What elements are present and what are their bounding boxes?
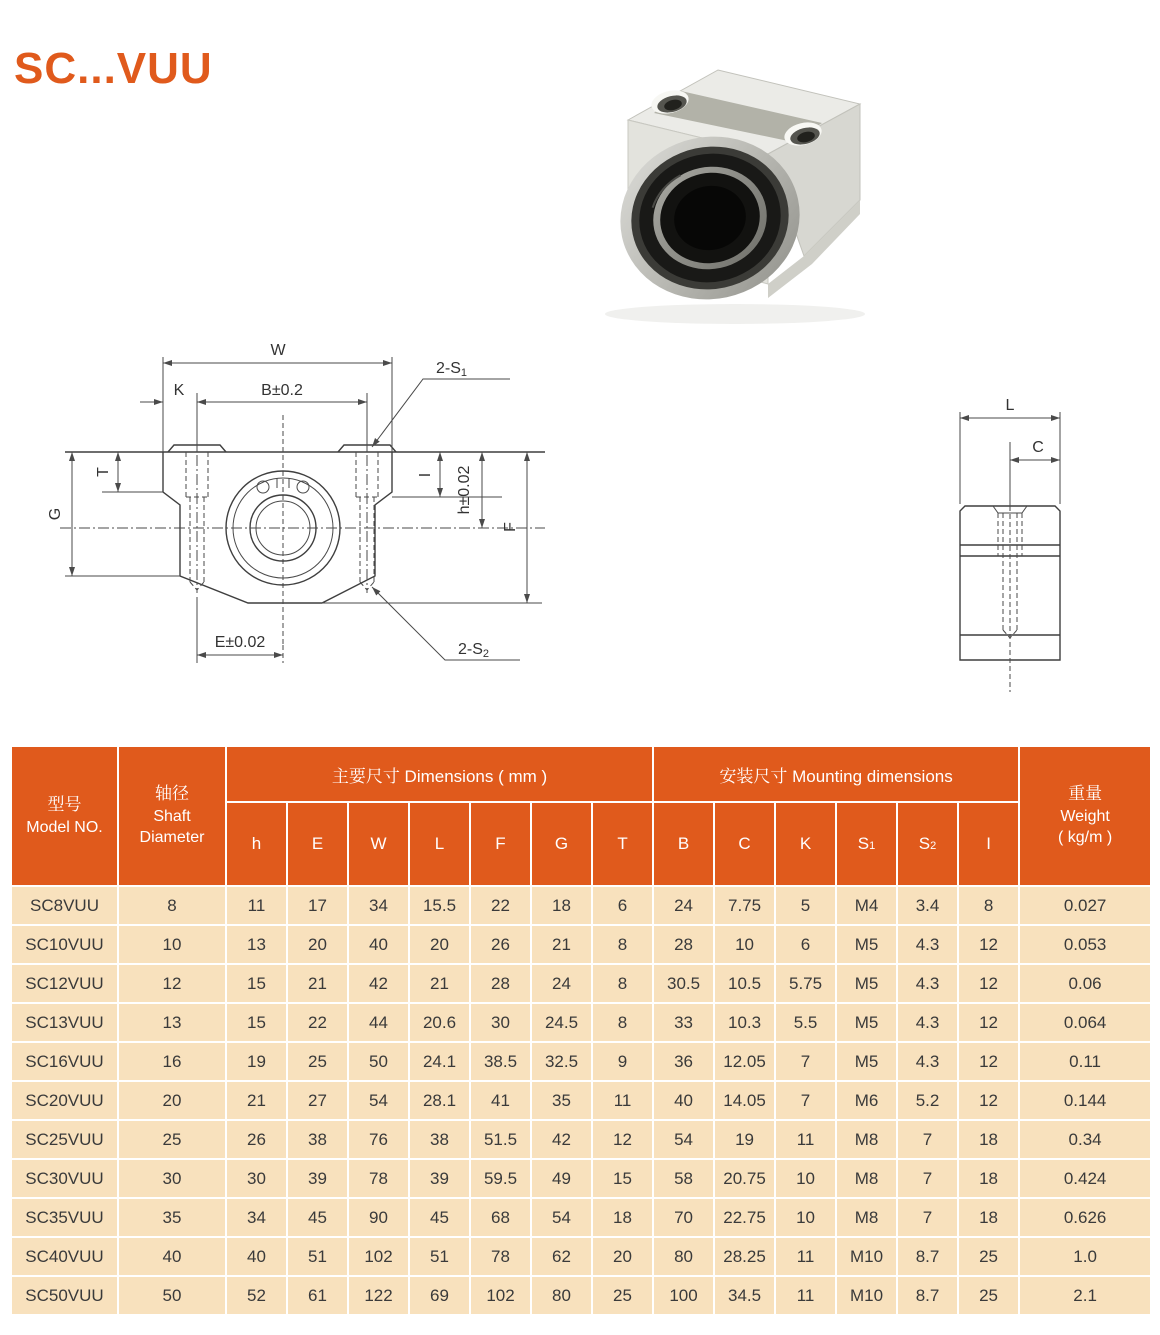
value-cell: 12 bbox=[592, 1120, 653, 1159]
col-header-mount-0 bbox=[653, 802, 714, 886]
value-cell: 28.25 bbox=[714, 1237, 775, 1276]
value-cell: 12 bbox=[958, 1081, 1019, 1120]
value-cell: 27 bbox=[287, 1081, 348, 1120]
shaft-diameter-cell: 50 bbox=[118, 1276, 226, 1315]
col-header-dim-3: L bbox=[409, 802, 470, 886]
value-cell: 0.064 bbox=[1019, 1003, 1151, 1042]
value-cell: 78 bbox=[348, 1159, 409, 1198]
value-cell: 8 bbox=[592, 925, 653, 964]
value-cell: 102 bbox=[470, 1276, 531, 1315]
model-cell: SC12VUU bbox=[11, 964, 118, 1003]
dim-label-l: L bbox=[1005, 397, 1015, 414]
col-letter-subscript: 1 bbox=[869, 840, 876, 852]
page-title: SC...VUU bbox=[14, 44, 213, 93]
value-cell: 26 bbox=[226, 1120, 287, 1159]
value-cell: 38.5 bbox=[470, 1042, 531, 1081]
dim-label-b: B±0.2 bbox=[261, 382, 303, 399]
col-letter: K bbox=[799, 834, 812, 853]
value-cell: 21 bbox=[531, 925, 592, 964]
col-header-dim-2: W bbox=[348, 802, 409, 886]
value-cell: 15 bbox=[226, 964, 287, 1003]
value-cell: M8 bbox=[836, 1159, 897, 1198]
shaft-diameter-cell: 12 bbox=[118, 964, 226, 1003]
value-cell: 45 bbox=[409, 1198, 470, 1237]
value-cell: 8 bbox=[592, 964, 653, 1003]
value-cell: 22 bbox=[470, 886, 531, 925]
value-cell: 52 bbox=[226, 1276, 287, 1315]
col-letter: B bbox=[677, 834, 690, 853]
value-cell: 19 bbox=[226, 1042, 287, 1081]
value-cell: 30 bbox=[226, 1159, 287, 1198]
value-cell: 12.05 bbox=[714, 1042, 775, 1081]
value-cell: 30.5 bbox=[653, 964, 714, 1003]
value-cell: 58 bbox=[653, 1159, 714, 1198]
value-cell: 18 bbox=[531, 886, 592, 925]
value-cell: 20 bbox=[592, 1237, 653, 1276]
value-cell: 5 bbox=[775, 886, 836, 925]
value-cell: 10.5 bbox=[714, 964, 775, 1003]
value-cell: 0.053 bbox=[1019, 925, 1151, 964]
value-cell: 42 bbox=[531, 1120, 592, 1159]
model-cell: SC10VUU bbox=[11, 925, 118, 964]
dim-label-k: K bbox=[173, 382, 185, 399]
col-header-dim-0: h bbox=[226, 802, 287, 886]
value-cell: 25 bbox=[958, 1237, 1019, 1276]
value-cell: M5 bbox=[836, 925, 897, 964]
value-cell: 34.5 bbox=[714, 1276, 775, 1315]
value-cell: 80 bbox=[531, 1276, 592, 1315]
col-header-model: 型号 Model NO. bbox=[11, 746, 118, 886]
value-cell: 68 bbox=[470, 1198, 531, 1237]
value-cell: 24.1 bbox=[409, 1042, 470, 1081]
value-cell: 11 bbox=[775, 1276, 836, 1315]
value-cell: 8 bbox=[958, 886, 1019, 925]
value-cell: 4.3 bbox=[897, 964, 958, 1003]
value-cell: 102 bbox=[348, 1237, 409, 1276]
value-cell: 12 bbox=[958, 925, 1019, 964]
shaft-diameter-cell: 40 bbox=[118, 1237, 226, 1276]
col-header-mount-4 bbox=[897, 802, 958, 886]
dim-label-s1: 2-S1 bbox=[436, 360, 468, 379]
value-cell: M4 bbox=[836, 886, 897, 925]
value-cell: 17 bbox=[287, 886, 348, 925]
value-cell: 12 bbox=[958, 964, 1019, 1003]
front-view-svg bbox=[40, 335, 560, 727]
value-cell: 35 bbox=[531, 1081, 592, 1120]
col-letter: S bbox=[918, 834, 931, 853]
value-cell: 26 bbox=[470, 925, 531, 964]
value-cell: 10 bbox=[775, 1198, 836, 1237]
value-cell: 8 bbox=[592, 1003, 653, 1042]
value-cell: 8.7 bbox=[897, 1276, 958, 1315]
value-cell: 0.06 bbox=[1019, 964, 1151, 1003]
dim-label-g: G bbox=[47, 507, 64, 521]
group-header-mounting: 安装尺寸 Mounting dimensions bbox=[653, 746, 1019, 802]
value-cell: 20 bbox=[287, 925, 348, 964]
value-cell: 2.1 bbox=[1019, 1276, 1151, 1315]
value-cell: 14.05 bbox=[714, 1081, 775, 1120]
value-cell: 11 bbox=[226, 886, 287, 925]
value-cell: 11 bbox=[592, 1081, 653, 1120]
group-header-dimensions: 主要尺寸 Dimensions ( mm ) bbox=[226, 746, 653, 802]
value-cell: 4.3 bbox=[897, 1042, 958, 1081]
value-cell: 24 bbox=[653, 886, 714, 925]
model-cell: SC35VUU bbox=[11, 1198, 118, 1237]
shaft-diameter-cell: 35 bbox=[118, 1198, 226, 1237]
value-cell: 5.75 bbox=[775, 964, 836, 1003]
value-cell: 122 bbox=[348, 1276, 409, 1315]
side-view-drawing bbox=[905, 368, 1145, 710]
value-cell: 54 bbox=[348, 1081, 409, 1120]
value-cell: 78 bbox=[470, 1237, 531, 1276]
value-cell: 38 bbox=[409, 1120, 470, 1159]
value-cell: 4.3 bbox=[897, 925, 958, 964]
dim-label-e: E±0.02 bbox=[214, 634, 266, 651]
value-cell: 54 bbox=[531, 1198, 592, 1237]
col-header-weight: 重量 Weight ( kg/m ) bbox=[1019, 746, 1151, 886]
value-cell: 41 bbox=[470, 1081, 531, 1120]
value-cell: 0.626 bbox=[1019, 1198, 1151, 1237]
dim-label-c: C bbox=[1032, 439, 1044, 456]
model-cell: SC20VUU bbox=[11, 1081, 118, 1120]
value-cell: 6 bbox=[775, 925, 836, 964]
value-cell: 19 bbox=[714, 1120, 775, 1159]
col-header-mount-1 bbox=[714, 802, 775, 886]
model-cell: SC50VUU bbox=[11, 1276, 118, 1315]
value-cell: 70 bbox=[653, 1198, 714, 1237]
value-cell: 7 bbox=[897, 1198, 958, 1237]
model-cell: SC30VUU bbox=[11, 1159, 118, 1198]
value-cell: 22 bbox=[287, 1003, 348, 1042]
value-cell: 25 bbox=[287, 1042, 348, 1081]
shaft-diameter-cell: 10 bbox=[118, 925, 226, 964]
value-cell: 9 bbox=[592, 1042, 653, 1081]
table-row bbox=[11, 1081, 1151, 1120]
shaft-diameter-cell: 25 bbox=[118, 1120, 226, 1159]
value-cell: 10 bbox=[714, 925, 775, 964]
shaft-diameter-cell: 8 bbox=[118, 886, 226, 925]
col-letter-subscript: 2 bbox=[930, 840, 937, 852]
value-cell: M8 bbox=[836, 1198, 897, 1237]
col-header-mount-2 bbox=[775, 802, 836, 886]
dim-label-i: I bbox=[417, 472, 434, 478]
value-cell: 28 bbox=[653, 925, 714, 964]
value-cell: 51.5 bbox=[470, 1120, 531, 1159]
value-cell: 21 bbox=[409, 964, 470, 1003]
value-cell: 21 bbox=[226, 1081, 287, 1120]
value-cell: M5 bbox=[836, 1003, 897, 1042]
dim-label-f: F bbox=[502, 522, 519, 532]
front-view-drawing bbox=[40, 335, 560, 727]
value-cell: 28.1 bbox=[409, 1081, 470, 1120]
dim-label-s2: 2-S2 bbox=[458, 641, 490, 660]
value-cell: 15.5 bbox=[409, 886, 470, 925]
shaft-diameter-cell: 20 bbox=[118, 1081, 226, 1120]
table-body bbox=[11, 886, 1151, 1315]
value-cell: 0.027 bbox=[1019, 886, 1151, 925]
value-cell: 12 bbox=[958, 1042, 1019, 1081]
value-cell: 32.5 bbox=[531, 1042, 592, 1081]
value-cell: 0.144 bbox=[1019, 1081, 1151, 1120]
value-cell: 39 bbox=[409, 1159, 470, 1198]
value-cell: 18 bbox=[958, 1159, 1019, 1198]
value-cell: 40 bbox=[348, 925, 409, 964]
value-cell: 8.7 bbox=[897, 1237, 958, 1276]
table-row bbox=[11, 925, 1151, 964]
model-cell: SC8VUU bbox=[11, 886, 118, 925]
value-cell: 76 bbox=[348, 1120, 409, 1159]
value-cell: 28 bbox=[470, 964, 531, 1003]
value-cell: 42 bbox=[348, 964, 409, 1003]
value-cell: M6 bbox=[836, 1081, 897, 1120]
shaft-diameter-cell: 30 bbox=[118, 1159, 226, 1198]
value-cell: 62 bbox=[531, 1237, 592, 1276]
bearing-block-photo bbox=[560, 18, 890, 338]
value-cell: 25 bbox=[592, 1276, 653, 1315]
value-cell: 20.75 bbox=[714, 1159, 775, 1198]
value-cell: M10 bbox=[836, 1276, 897, 1315]
value-cell: 20 bbox=[409, 925, 470, 964]
value-cell: 18 bbox=[592, 1198, 653, 1237]
value-cell: 18 bbox=[958, 1198, 1019, 1237]
shaft-diameter-cell: 13 bbox=[118, 1003, 226, 1042]
value-cell: 90 bbox=[348, 1198, 409, 1237]
value-cell: 15 bbox=[592, 1159, 653, 1198]
col-header-dim-5: G bbox=[531, 802, 592, 886]
value-cell: 20.6 bbox=[409, 1003, 470, 1042]
table-row bbox=[11, 1003, 1151, 1042]
value-cell: 11 bbox=[775, 1120, 836, 1159]
dim-label-t: T bbox=[95, 467, 112, 477]
col-letter: I bbox=[986, 834, 991, 853]
value-cell: 50 bbox=[348, 1042, 409, 1081]
table-row bbox=[11, 1042, 1151, 1081]
table-row bbox=[11, 1276, 1151, 1315]
value-cell: 51 bbox=[287, 1237, 348, 1276]
value-cell: 40 bbox=[226, 1237, 287, 1276]
value-cell: 10.3 bbox=[714, 1003, 775, 1042]
value-cell: 51 bbox=[409, 1237, 470, 1276]
value-cell: 0.34 bbox=[1019, 1120, 1151, 1159]
dimensions-table bbox=[10, 745, 1152, 1316]
value-cell: 36 bbox=[653, 1042, 714, 1081]
value-cell: 5.2 bbox=[897, 1081, 958, 1120]
product-photo bbox=[560, 18, 890, 338]
value-cell: 34 bbox=[348, 886, 409, 925]
dim-label-w: W bbox=[270, 342, 286, 359]
value-cell: M5 bbox=[836, 1042, 897, 1081]
col-header-dim-4: F bbox=[470, 802, 531, 886]
value-cell: 25 bbox=[958, 1276, 1019, 1315]
value-cell: 18 bbox=[958, 1120, 1019, 1159]
col-letter: S bbox=[857, 834, 870, 853]
value-cell: 0.11 bbox=[1019, 1042, 1151, 1081]
value-cell: 0.424 bbox=[1019, 1159, 1151, 1198]
value-cell: M10 bbox=[836, 1237, 897, 1276]
photo-shadow bbox=[605, 304, 865, 324]
table-row bbox=[11, 1159, 1151, 1198]
value-cell: 44 bbox=[348, 1003, 409, 1042]
value-cell: 5.5 bbox=[775, 1003, 836, 1042]
value-cell: 24 bbox=[531, 964, 592, 1003]
value-cell: 12 bbox=[958, 1003, 1019, 1042]
value-cell: 4.3 bbox=[897, 1003, 958, 1042]
model-cell: SC40VUU bbox=[11, 1237, 118, 1276]
dim-label-h: h±0.02 bbox=[456, 465, 473, 515]
model-cell: SC13VUU bbox=[11, 1003, 118, 1042]
table-row bbox=[11, 964, 1151, 1003]
value-cell: 30 bbox=[470, 1003, 531, 1042]
value-cell: 22.75 bbox=[714, 1198, 775, 1237]
model-cell: SC25VUU bbox=[11, 1120, 118, 1159]
value-cell: 11 bbox=[775, 1237, 836, 1276]
col-header-dim-1: E bbox=[287, 802, 348, 886]
col-letter: C bbox=[738, 834, 751, 853]
value-cell: 7.75 bbox=[714, 886, 775, 925]
value-cell: 21 bbox=[287, 964, 348, 1003]
value-cell: 49 bbox=[531, 1159, 592, 1198]
value-cell: 69 bbox=[409, 1276, 470, 1315]
side-view-svg bbox=[905, 368, 1145, 710]
col-header-mount-5 bbox=[958, 802, 1019, 886]
value-cell: 3.4 bbox=[897, 886, 958, 925]
value-cell: 33 bbox=[653, 1003, 714, 1042]
value-cell: M5 bbox=[836, 964, 897, 1003]
value-cell: 24.5 bbox=[531, 1003, 592, 1042]
value-cell: 7 bbox=[897, 1120, 958, 1159]
value-cell: 34 bbox=[226, 1198, 287, 1237]
table-row bbox=[11, 1198, 1151, 1237]
value-cell: 61 bbox=[287, 1276, 348, 1315]
value-cell: 54 bbox=[653, 1120, 714, 1159]
value-cell: 13 bbox=[226, 925, 287, 964]
value-cell: 39 bbox=[287, 1159, 348, 1198]
value-cell: M8 bbox=[836, 1120, 897, 1159]
value-cell: 1.0 bbox=[1019, 1237, 1151, 1276]
value-cell: 80 bbox=[653, 1237, 714, 1276]
value-cell: 10 bbox=[775, 1159, 836, 1198]
col-header-shaft-diameter: 轴径 Shaft Diameter bbox=[118, 746, 226, 886]
value-cell: 59.5 bbox=[470, 1159, 531, 1198]
value-cell: 7 bbox=[775, 1081, 836, 1120]
model-cell: SC16VUU bbox=[11, 1042, 118, 1081]
table-row bbox=[11, 1120, 1151, 1159]
shaft-diameter-cell: 16 bbox=[118, 1042, 226, 1081]
value-cell: 100 bbox=[653, 1276, 714, 1315]
table-row bbox=[11, 1237, 1151, 1276]
value-cell: 45 bbox=[287, 1198, 348, 1237]
value-cell: 40 bbox=[653, 1081, 714, 1120]
value-cell: 7 bbox=[897, 1159, 958, 1198]
col-header-mount-3 bbox=[836, 802, 897, 886]
table-row bbox=[11, 886, 1151, 925]
value-cell: 7 bbox=[775, 1042, 836, 1081]
col-header-dim-6: T bbox=[592, 802, 653, 886]
value-cell: 38 bbox=[287, 1120, 348, 1159]
value-cell: 15 bbox=[226, 1003, 287, 1042]
value-cell: 6 bbox=[592, 886, 653, 925]
